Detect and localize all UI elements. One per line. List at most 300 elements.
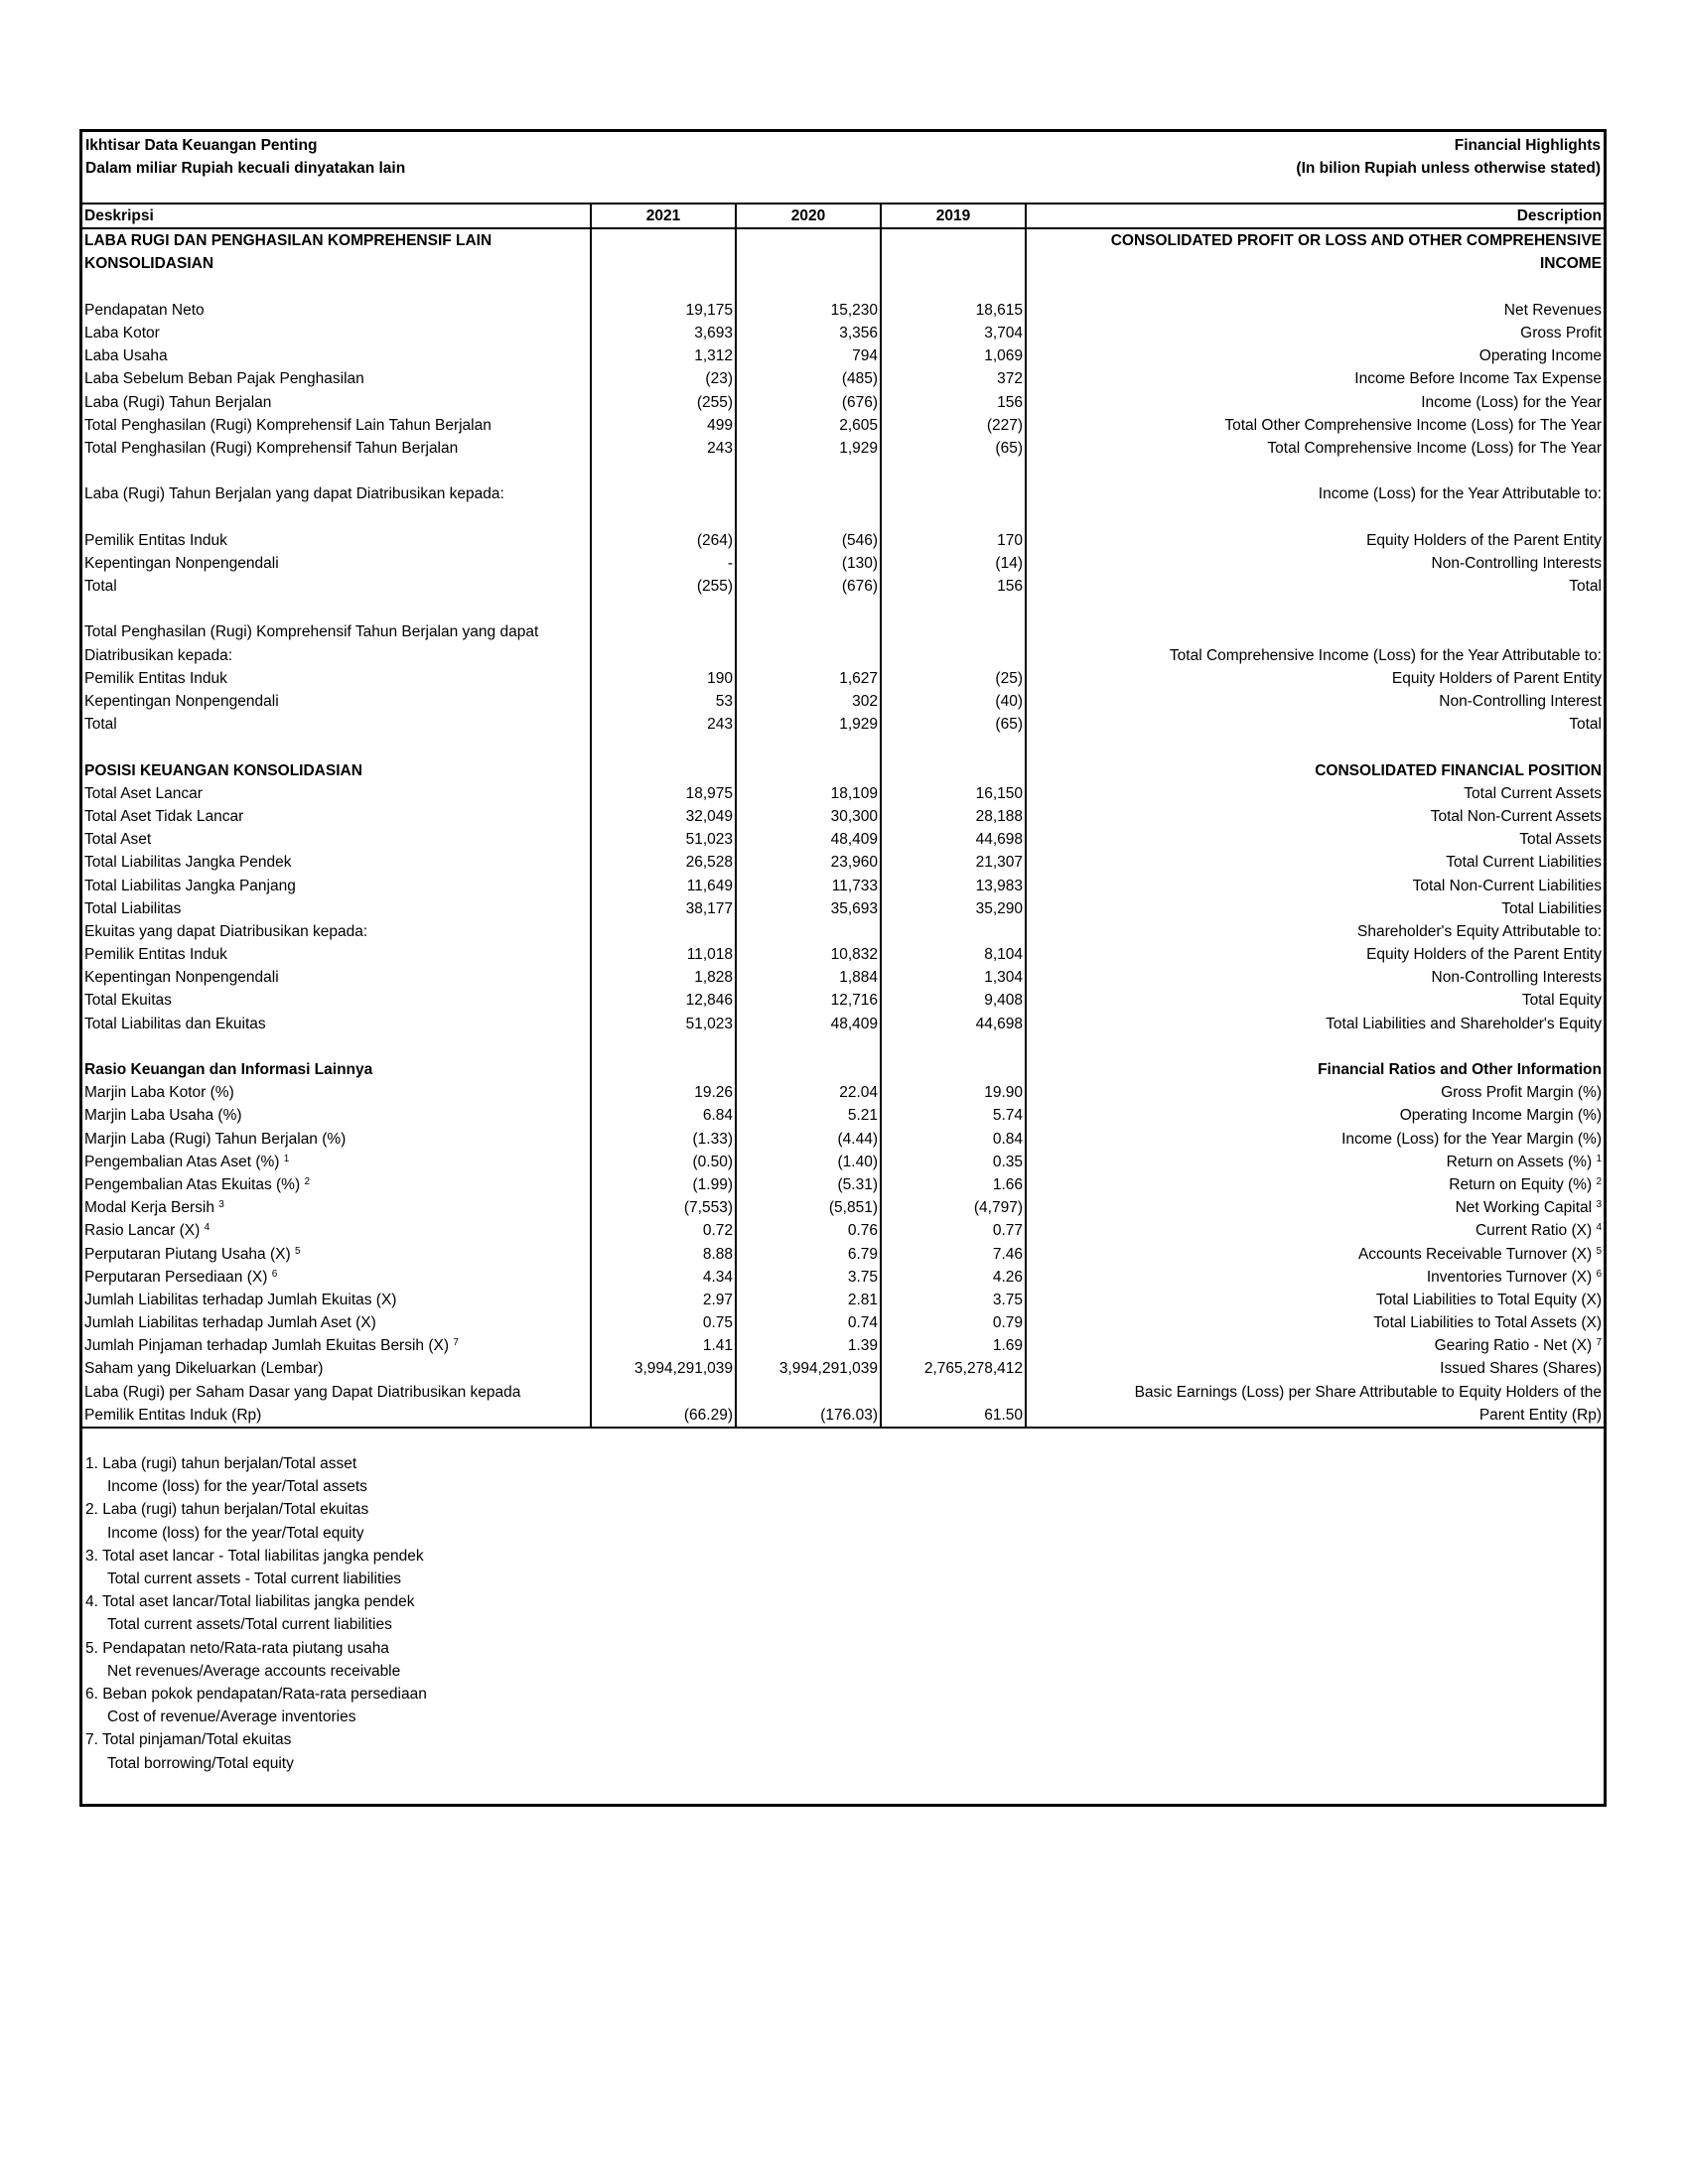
row-label-english-text: Total: [1569, 578, 1602, 596]
value-2021: [591, 966, 736, 989]
row-label-indonesian: [82, 1104, 591, 1127]
value-2019: [881, 690, 1026, 713]
row-label-english: [1026, 644, 1604, 667]
value-2021: [591, 252, 736, 275]
table-row: [82, 851, 1604, 874]
value-2021-text: -: [727, 554, 733, 572]
value-2020-text: 1,884: [839, 969, 878, 987]
value-2020-text: (5.31): [837, 1175, 878, 1193]
row-label-english: [1026, 759, 1604, 782]
value-2020: [736, 713, 881, 736]
footnote-marker: 2: [304, 1175, 310, 1187]
row-label-indonesian: [82, 851, 591, 874]
value-2020-text: 2,605: [839, 416, 878, 434]
footnote-indonesian: 5. Pendapatan neto/Rata-rata piutang usaha: [85, 1639, 389, 1657]
row-label-english-text: Accounts Receivable Turnover (X): [1357, 1245, 1593, 1263]
row-label-indonesian: [82, 1058, 591, 1081]
value-2019-text: (4,797): [973, 1199, 1023, 1217]
value-2020: [736, 1357, 881, 1380]
row-label-indonesian-text: Jumlah Pinjaman terhadap Jumlah Ekuitas Bersih (X): [84, 1337, 450, 1355]
value-2019: [881, 1289, 1026, 1311]
row-label-indonesian-text: Pemilik Entitas Induk: [84, 669, 227, 687]
table-row: [82, 1266, 1604, 1289]
value-2019: [881, 1266, 1026, 1289]
value-2020-text: 15,230: [830, 301, 878, 319]
value-2020: [736, 367, 881, 390]
value-2021-text: 2.97: [702, 1291, 733, 1308]
row-label-indonesian-text: Total Ekuitas: [84, 992, 172, 1010]
value-2021-text: 51,023: [685, 831, 733, 849]
row-label-indonesian: [82, 620, 591, 643]
table-row: [82, 437, 1604, 460]
value-2021-text: 8.88: [702, 1245, 733, 1263]
footnote-marker: 7: [1596, 1337, 1602, 1349]
row-label-english-text: Total Current Liabilities: [1446, 854, 1602, 872]
row-label-english-text: Financial Ratios and Other Information: [1318, 1061, 1602, 1079]
row-label-english-text: Equity Holders of the Parent Entity: [1366, 531, 1602, 549]
value-2019: [881, 1058, 1026, 1081]
row-label-indonesian-text: Perputaran Piutang Usaha (X): [84, 1245, 291, 1263]
row-label-english: [1026, 920, 1604, 943]
value-2020-text: 3,994,291,039: [778, 1360, 878, 1378]
table-row: [82, 482, 1604, 505]
value-2019: [881, 1357, 1026, 1380]
row-label-english: [1026, 391, 1604, 414]
row-label-indonesian-text: Total: [84, 578, 117, 596]
value-2019-text: 18,615: [975, 301, 1023, 319]
table-row: [82, 391, 1604, 414]
row-label-english: [1026, 344, 1604, 367]
row-label-english-text: Non-Controlling Interest: [1439, 693, 1602, 711]
table-row: [82, 1381, 1604, 1404]
value-2019-text: (227): [986, 416, 1023, 434]
row-label-english-text: Non-Controlling Interests: [1431, 554, 1602, 572]
table-row: [82, 1173, 1604, 1196]
table-row: [82, 228, 1604, 252]
table-row: [82, 552, 1604, 575]
value-2019: [881, 713, 1026, 736]
row-label-indonesian: [82, 1334, 591, 1357]
row-label-english-text: Total Other Comprehensive Income (Loss) for The Year: [1224, 416, 1602, 434]
row-label-english-text: Total: [1569, 716, 1602, 734]
row-label-indonesian: [82, 598, 591, 620]
row-label-english-text: Total Liabilities to Total Equity (X): [1375, 1291, 1602, 1308]
row-label-indonesian: [82, 252, 591, 275]
value-2020: [736, 598, 881, 620]
row-label-indonesian-text: Total Aset: [84, 831, 152, 849]
row-label-english-text: Non-Controlling Interests: [1431, 969, 1602, 987]
value-2019-text: 2,765,278,412: [923, 1360, 1023, 1378]
value-2020: [736, 736, 881, 758]
value-2021: [591, 1289, 736, 1311]
value-2021: [591, 1104, 736, 1127]
row-label-english-text: Shareholder's Equity Attributable to:: [1357, 922, 1602, 940]
value-2020-text: 30,300: [830, 807, 878, 825]
value-2021: [591, 367, 736, 390]
row-label-indonesian-text: Diatribusikan kepada:: [84, 646, 233, 664]
value-2021-text: 3,693: [694, 325, 733, 342]
value-2020-text: 35,693: [830, 899, 878, 917]
value-2020: [736, 276, 881, 299]
value-2019-text: 156: [997, 578, 1023, 596]
value-2020-text: (130): [841, 554, 878, 572]
row-label-english: [1026, 529, 1604, 552]
table-row: [82, 828, 1604, 851]
footnote-indonesian: 1. Laba (rugi) tahun berjalan/Total asset: [85, 1455, 357, 1472]
value-2020: [736, 391, 881, 414]
row-label-indonesian: [82, 1013, 591, 1035]
value-2021-text: 53: [715, 693, 733, 711]
value-2019-text: 44,698: [975, 831, 1023, 849]
value-2021: [591, 805, 736, 828]
value-2019-text: 0.77: [992, 1222, 1023, 1240]
row-label-english: [1026, 1404, 1604, 1428]
row-label-english: [1026, 1173, 1604, 1196]
value-2019: [881, 759, 1026, 782]
value-2021-text: (1.99): [692, 1175, 733, 1193]
row-label-english-text: Return on Assets (%): [1446, 1153, 1593, 1170]
value-2019: [881, 299, 1026, 322]
table-row: [82, 367, 1604, 390]
row-label-indonesian-text: Jumlah Liabilitas terhadap Jumlah Ekuitas (X): [84, 1291, 397, 1308]
row-label-indonesian-text: Pendapatan Neto: [84, 301, 205, 319]
row-label-english: [1026, 782, 1604, 805]
footnote-indonesian: 4. Total aset lancar/Total liabilitas jangka pendek: [85, 1593, 415, 1611]
row-label-indonesian-text: Laba Usaha: [84, 347, 168, 365]
value-2021: [591, 644, 736, 667]
value-2020-text: 11,733: [831, 877, 878, 894]
row-label-english: [1026, 1013, 1604, 1035]
row-label-english: [1026, 228, 1604, 252]
row-label-indonesian-text: Laba Kotor: [84, 325, 160, 342]
row-label-indonesian: [82, 344, 591, 367]
row-label-english: [1026, 966, 1604, 989]
value-2020-text: 3.75: [847, 1268, 878, 1286]
value-2019: [881, 851, 1026, 874]
row-label-english: [1026, 828, 1604, 851]
table-row: [82, 736, 1604, 758]
value-2021: [591, 1151, 736, 1173]
value-2020: [736, 505, 881, 528]
row-label-indonesian: [82, 782, 591, 805]
table-row: [82, 759, 1604, 782]
value-2021: [591, 897, 736, 920]
table-row: [82, 874, 1604, 896]
value-2020: [736, 1334, 881, 1357]
value-2020-text: (4.44): [837, 1130, 878, 1148]
value-2021: [591, 1013, 736, 1035]
value-2021-text: (7,553): [683, 1199, 733, 1217]
value-2020-text: 1,929: [839, 439, 878, 457]
row-label-english: [1026, 552, 1604, 575]
table-row: [82, 1081, 1604, 1104]
value-2021: [591, 667, 736, 690]
value-2019: [881, 1242, 1026, 1265]
value-2021-text: 190: [707, 669, 733, 687]
value-2020: [736, 1196, 881, 1219]
row-label-indonesian: [82, 644, 591, 667]
row-label-english-text: Total Current Assets: [1464, 784, 1602, 802]
value-2019: [881, 414, 1026, 437]
row-label-indonesian: [82, 1081, 591, 1104]
row-label-english-text: Gross Profit Margin (%): [1441, 1084, 1602, 1102]
row-label-indonesian: [82, 920, 591, 943]
value-2021: [591, 828, 736, 851]
row-label-indonesian-text: Total: [84, 716, 117, 734]
column-header-2021: 2021: [591, 204, 736, 228]
table-row: [82, 1311, 1604, 1334]
value-2020-text: (485): [841, 370, 878, 388]
footnote-english: Cost of revenue/Average inventories: [107, 1708, 356, 1726]
row-label-english-text: Income (Loss) for the Year Attributable to:: [1318, 485, 1602, 503]
row-label-english: [1026, 1035, 1604, 1058]
value-2019: [881, 598, 1026, 620]
value-2021: [591, 1311, 736, 1334]
table-row: [82, 644, 1604, 667]
value-2019: [881, 1334, 1026, 1357]
row-label-indonesian-text: LABA RUGI DAN PENGHASILAN KOMPREHENSIF LAIN: [84, 232, 492, 250]
value-2019-text: (25): [995, 669, 1023, 687]
value-2020: [736, 460, 881, 482]
value-2020: [736, 1013, 881, 1035]
value-2019-text: 372: [997, 370, 1023, 388]
value-2020: [736, 897, 881, 920]
value-2019: [881, 1128, 1026, 1151]
value-2020-text: 6.79: [847, 1245, 878, 1263]
row-label-indonesian: [82, 759, 591, 782]
row-label-indonesian: [82, 1173, 591, 1196]
value-2020-text: (1.40): [837, 1153, 878, 1170]
table-row: [82, 782, 1604, 805]
column-header-deskripsi: Deskripsi: [82, 204, 591, 228]
title-indonesian: Ikhtisar Data Keuangan Penting: [85, 137, 318, 154]
row-label-indonesian: [82, 322, 591, 344]
row-label-english-text: Total Comprehensive Income (Loss) for the Year Attributable to:: [1169, 646, 1602, 664]
row-label-indonesian: [82, 1151, 591, 1173]
row-label-indonesian: [82, 966, 591, 989]
value-2019: [881, 1404, 1026, 1428]
value-2019-text: 170: [997, 531, 1023, 549]
value-2021-text: 26,528: [685, 854, 733, 872]
row-label-english-text: INCOME: [1540, 255, 1602, 273]
value-2020: [736, 759, 881, 782]
footnote-indonesian: 6. Beban pokok pendapatan/Rata-rata persediaan: [85, 1686, 427, 1704]
table-body: [82, 228, 1604, 1428]
value-2021-text: 6.84: [702, 1107, 733, 1125]
value-2019: [881, 644, 1026, 667]
value-2020-text: 3,356: [839, 325, 878, 342]
value-2019-text: 1,304: [984, 969, 1023, 987]
value-2019: [881, 1104, 1026, 1127]
value-2021-text: (23): [705, 370, 733, 388]
footnote-english: Total current assets/Total current liabilities: [107, 1616, 392, 1634]
value-2020: [736, 1404, 881, 1428]
value-2021: [591, 1173, 736, 1196]
value-2021-text: (255): [696, 578, 733, 596]
row-label-english: [1026, 1242, 1604, 1265]
value-2019: [881, 736, 1026, 758]
value-2020: [736, 805, 881, 828]
value-2020: [736, 252, 881, 275]
value-2020: [736, 1173, 881, 1196]
table-row: [82, 805, 1604, 828]
value-2019-text: (40): [995, 693, 1023, 711]
value-2020: [736, 966, 881, 989]
row-label-indonesian: [82, 505, 591, 528]
row-label-english-text: Total Equity: [1521, 992, 1602, 1010]
row-label-indonesian-text: Modal Kerja Bersih: [84, 1199, 214, 1217]
value-2019-text: 1.69: [992, 1337, 1023, 1355]
value-2019: [881, 1173, 1026, 1196]
value-2019-text: 19.90: [984, 1084, 1023, 1102]
footnote-marker: 6: [271, 1268, 278, 1280]
value-2019: [881, 667, 1026, 690]
footnote-marker: 4: [204, 1222, 211, 1234]
value-2020: [736, 920, 881, 943]
value-2019: [881, 252, 1026, 275]
value-2019: [881, 966, 1026, 989]
row-label-english: [1026, 1289, 1604, 1311]
value-2021: [591, 505, 736, 528]
value-2019-text: 44,698: [975, 1015, 1023, 1032]
value-2021: [591, 322, 736, 344]
row-label-english-text: Gearing Ratio - Net (X): [1434, 1337, 1593, 1355]
value-2021: [591, 920, 736, 943]
row-label-indonesian-text: Kepentingan Nonpengendali: [84, 693, 279, 711]
value-2020-text: (5,851): [828, 1199, 878, 1217]
value-2020: [736, 644, 881, 667]
value-2020-text: 23,960: [830, 854, 878, 872]
value-2021: [591, 782, 736, 805]
value-2019-text: 4.26: [992, 1268, 1023, 1286]
value-2019: [881, 552, 1026, 575]
value-2021: [591, 276, 736, 299]
value-2021: [591, 1381, 736, 1404]
value-2021-text: 243: [707, 439, 733, 457]
value-2021: [591, 437, 736, 460]
value-2021: [591, 598, 736, 620]
value-2020: [736, 1151, 881, 1173]
value-2020: [736, 437, 881, 460]
value-2020-text: 1,627: [839, 669, 878, 687]
row-label-indonesian: [82, 690, 591, 713]
value-2020-text: 10,832: [830, 946, 878, 964]
value-2021-text: 11,018: [686, 946, 733, 964]
value-2021: [591, 1242, 736, 1265]
row-label-english: [1026, 505, 1604, 528]
value-2021: [591, 391, 736, 414]
table-row: [82, 1058, 1604, 1081]
value-2020-text: 1.39: [847, 1337, 878, 1355]
row-label-english-text: Equity Holders of the Parent Entity: [1366, 946, 1602, 964]
row-label-english-text: Total Non-Current Liabilities: [1412, 877, 1602, 894]
value-2019-text: 7.46: [992, 1245, 1023, 1263]
value-2019: [881, 1035, 1026, 1058]
value-2021-text: (66.29): [683, 1406, 733, 1424]
row-label-indonesian-text: Total Penghasilan (Rugi) Komprehensif Tahun Berjalan: [84, 439, 459, 457]
table-row: [82, 920, 1604, 943]
value-2019-text: 1,069: [984, 347, 1023, 365]
value-2019: [881, 276, 1026, 299]
row-label-indonesian-text: Laba Sebelum Beban Pajak Penghasilan: [84, 370, 364, 388]
row-label-indonesian: [82, 228, 591, 252]
row-label-indonesian: [82, 276, 591, 299]
value-2019-text: 13,983: [975, 877, 1023, 894]
row-label-indonesian: [82, 1219, 591, 1242]
value-2021: [591, 874, 736, 896]
column-header-2020: 2020: [736, 204, 881, 228]
value-2020-text: 18,109: [830, 784, 878, 802]
row-label-english-text: Income (Loss) for the Year Margin (%): [1341, 1130, 1602, 1148]
footnote-english: Net revenues/Average accounts receivable: [107, 1662, 401, 1680]
value-2021: [591, 575, 736, 598]
row-label-indonesian: [82, 667, 591, 690]
value-2019-text: 61.50: [984, 1406, 1023, 1424]
value-2020: [736, 1266, 881, 1289]
row-label-indonesian-text: Total Liabilitas Jangka Panjang: [84, 877, 296, 894]
row-label-indonesian: [82, 1035, 591, 1058]
row-label-indonesian: [82, 897, 591, 920]
row-label-english-text: Income Before Income Tax Expense: [1354, 370, 1602, 388]
table-row: [82, 1334, 1604, 1357]
value-2021: [591, 851, 736, 874]
value-2020: [736, 482, 881, 505]
table-row: [82, 943, 1604, 966]
value-2020-text: 12,716: [830, 992, 878, 1010]
value-2020: [736, 874, 881, 896]
row-label-english: [1026, 1128, 1604, 1151]
subtitle-indonesian: Dalam miliar Rupiah kecuali dinyatakan lain: [85, 160, 406, 177]
row-label-english: [1026, 276, 1604, 299]
footnote-indonesian: 3. Total aset lancar - Total liabilitas jangka pendek: [85, 1547, 424, 1565]
row-label-indonesian-text: Total Penghasilan (Rugi) Komprehensif Tahun Berjalan yang dapat: [84, 623, 539, 641]
row-label-english-text: Operating Income Margin (%): [1399, 1107, 1602, 1125]
value-2020: [736, 1128, 881, 1151]
row-label-indonesian-text: Rasio Keuangan dan Informasi Lainnya: [84, 1061, 373, 1079]
row-label-english: [1026, 1334, 1604, 1357]
value-2020-text: (546): [841, 531, 878, 549]
value-2020: [736, 828, 881, 851]
row-label-indonesian-text: KONSOLIDASIAN: [84, 255, 214, 273]
table-row: [82, 252, 1604, 275]
value-2019-text: 21,307: [975, 854, 1023, 872]
row-label-english: [1026, 598, 1604, 620]
value-2021-text: 499: [707, 416, 733, 434]
table-row: [82, 529, 1604, 552]
row-label-indonesian-text: Jumlah Liabilitas terhadap Jumlah Aset (X): [84, 1314, 376, 1332]
value-2020-text: 22.04: [839, 1084, 878, 1102]
header-title-row: [85, 134, 1601, 157]
value-2021-text: (0.50): [692, 1153, 733, 1170]
value-2021: [591, 1081, 736, 1104]
table-row: [82, 1196, 1604, 1219]
value-2020: [736, 575, 881, 598]
value-2021: [591, 1219, 736, 1242]
value-2020: [736, 1104, 881, 1127]
row-label-indonesian-text: Pemilik Entitas Induk: [84, 531, 227, 549]
row-label-english-text: Net Working Capital: [1455, 1199, 1593, 1217]
value-2019-text: 16,150: [975, 784, 1023, 802]
row-label-english-text: Parent Entity (Rp): [1478, 1406, 1602, 1424]
table-row: [82, 667, 1604, 690]
footnote-marker: 2: [1596, 1175, 1602, 1187]
value-2019: [881, 460, 1026, 482]
financial-highlights-frame: [79, 129, 1607, 1807]
value-2019-text: 3.75: [992, 1291, 1023, 1308]
value-2020: [736, 1381, 881, 1404]
row-label-indonesian-text: Laba (Rugi) Tahun Berjalan: [84, 393, 272, 411]
value-2021: [591, 620, 736, 643]
